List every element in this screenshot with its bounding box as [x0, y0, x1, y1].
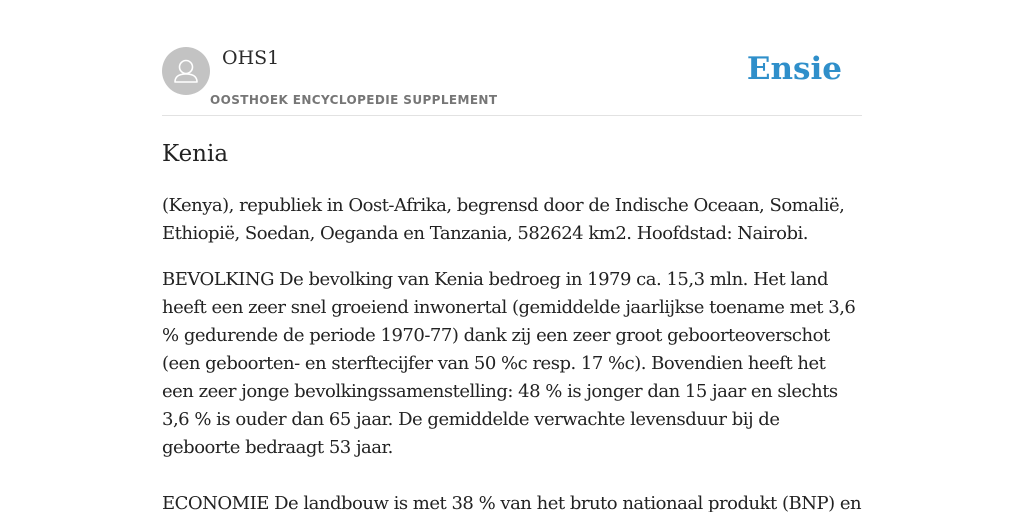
source-name[interactable]: OOSTHOEK ENCYCLOPEDIE SUPPLEMENT — [210, 93, 498, 107]
article-paragraph-bevolking: BEVOLKING De bevolking van Kenia bedroeg in 1979 ca. 15,3 mln. Het land heeft een zeer snel groeiend inwonertal (gemiddelde jaarlijkse toename met 3,6 % gedurende de periode 1970-77) dank zij een zeer groot geboorteoverschot (een geboorten- en sterftecijfer van 50 %c resp. 17 %c). Bovendien heeft het een zeer jonge bevolkingssamenstelling: 48 % is jonger dan 15 jaar en slechts 3,6 % is ouder dan 65 jaar. De gemiddelde verwachte levensduur bij de geboorte bedraagt 53 jaar. — [162, 269, 856, 458]
avatar[interactable] — [162, 47, 210, 95]
source-id[interactable]: OHS1 — [222, 47, 280, 69]
header — [162, 0, 862, 116]
article-title: Kenia — [162, 141, 229, 167]
article — [162, 138, 862, 512]
article-paragraph-economie: ECONOMIE De landbouw is met 38 % van het bruto nationaal produkt (BNP) en — [162, 493, 862, 512]
site-logo[interactable]: Ensie — [746, 51, 842, 87]
article-paragraph-intro: (Kenya), republiek in Oost-Afrika, begrensd door de Indische Oceaan, Somalië, Ethiopië, Soedan, Oeganda en Tanzania, 582624 km2. Hoofdstad: Nairobi. — [162, 195, 845, 244]
user-icon — [162, 47, 210, 95]
